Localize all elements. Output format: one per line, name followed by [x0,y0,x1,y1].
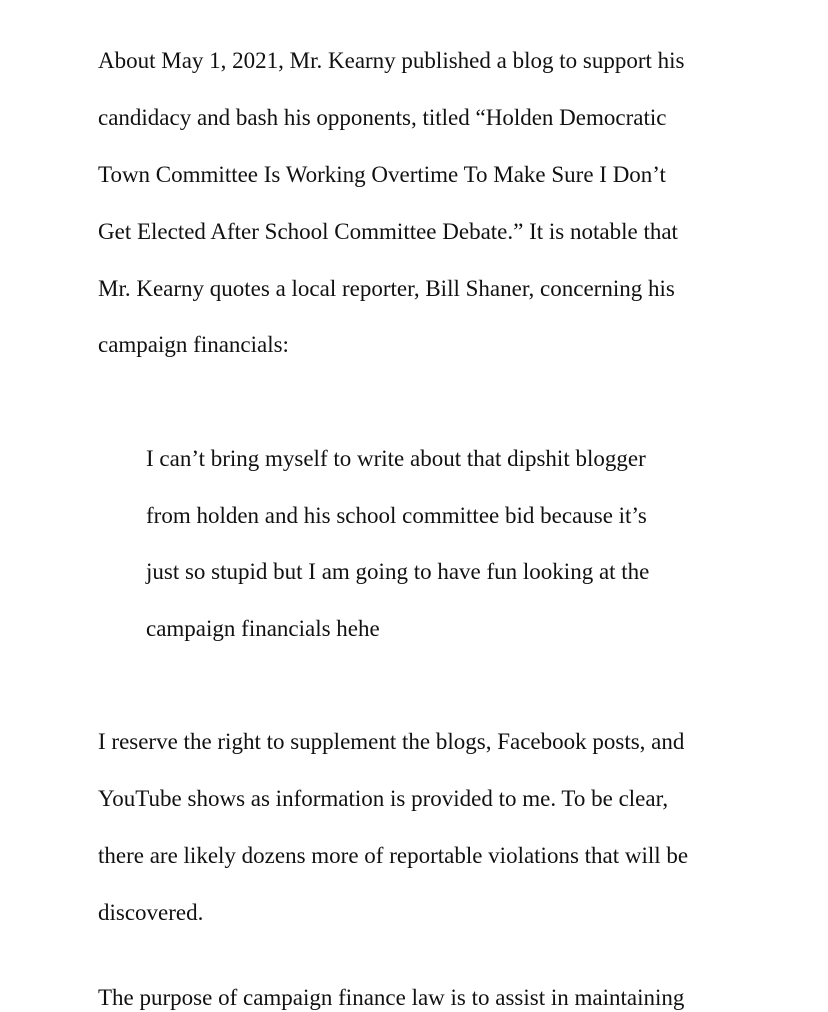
paragraph-1 [98,19,738,388]
quote-line: campaign financials hehe [146,616,380,642]
paragraph-1-line: About May 1, 2021, Mr. Kearny published a blog to support his [98,48,685,74]
quote-line: from holden and his school committee bid because it’s [146,502,647,528]
paragraph-2 [98,700,738,956]
paragraph-1-line: Get Elected After School Committee Debate.” It is notable that [98,218,678,244]
paragraph-1-line: Town Committee Is Working Overtime To Make Sure I Don’t [98,162,666,188]
quote-line: just so stupid but I am going to have fun looking at the [146,559,650,585]
block-quote [98,416,738,672]
paragraph-gap [98,388,738,416]
paragraph-3-partial: The purpose of campaign finance law is to assist in maintaining [98,984,685,1010]
paragraph-2-line: I reserve the right to supplement the blogs, Facebook posts, and [98,729,685,755]
paragraph-1-line: candidacy and bash his opponents, titled “Holden Democratic [98,105,667,131]
quote-line: I can’t bring myself to write about that dipshit blogger [146,445,646,471]
paragraph-2-line: discovered. [98,899,204,925]
paragraph-gap [98,672,738,700]
paragraph-1-line: Mr. Kearny quotes a local reporter, Bill Shaner, concerning his [98,275,675,301]
paragraph-1-line: campaign financials: [98,332,289,358]
paragraph-gap [98,956,738,984]
paragraph-2-line: there are likely dozens more of reportable violations that will be [98,842,689,868]
paragraph-2-line: YouTube shows as information is provided to me. To be clear, [98,786,669,812]
document-page [98,19,738,1012]
